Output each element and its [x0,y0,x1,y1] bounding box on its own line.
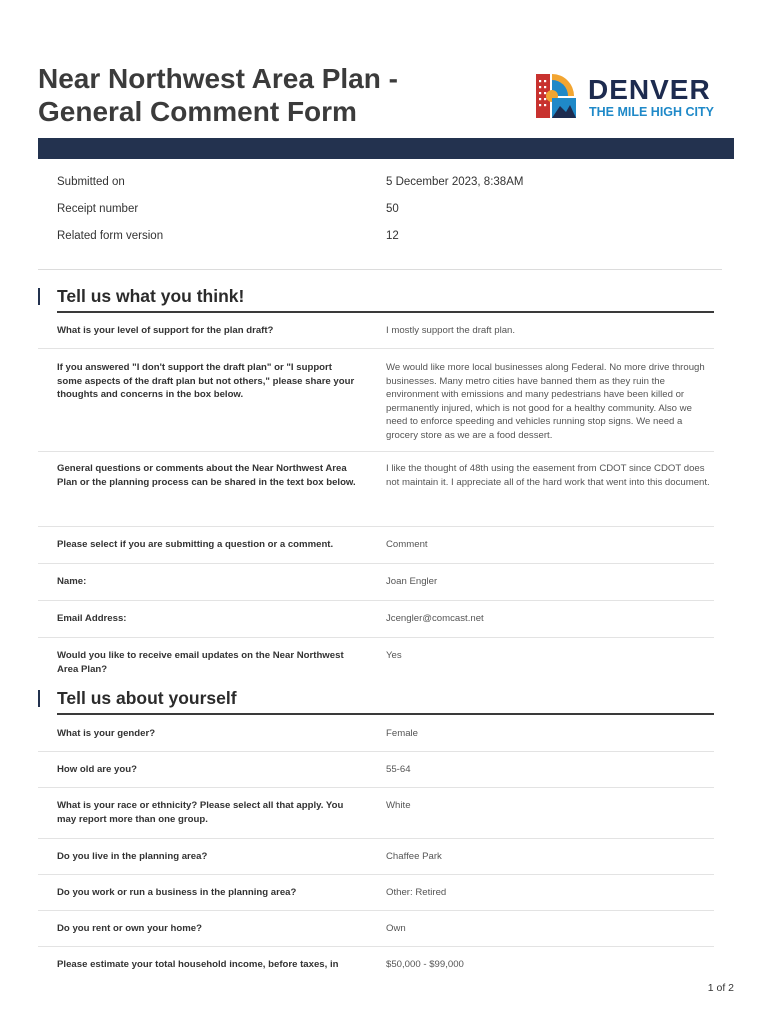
qa-row [38,601,714,638]
answer: I like the thought of 48th using the easement from CDOT since CDOT does not maintain it. I appreciate all of the hard work that went into this document. [386,463,710,488]
meta-divider [38,269,722,270]
submission-meta [38,170,722,251]
question: Please select if you are submitting a question or a comment. [57,539,334,550]
section-about-yourself [38,688,714,977]
answer: 55-64 [386,764,411,775]
logo-wordmark: DENVER [588,74,711,105]
section-header [38,688,714,716]
meta-value: 12 [386,230,399,242]
meta-label: Submitted on [57,176,125,188]
meta-label: Related form version [57,230,164,242]
header-band [38,138,734,159]
answer: Jcengler@comcast.net [386,613,484,624]
meta-value: 50 [386,203,399,215]
question: Do you work or run a business in the planning area? [57,887,297,898]
answer: Own [386,923,406,934]
section-header [38,286,714,314]
denver-logo [536,72,736,124]
question: Email Address: [57,613,127,624]
qa-row [38,947,714,977]
qa-row [38,564,714,601]
form-title: Near Northwest Area Plan - General Comment Form [38,63,398,127]
meta-row-version [38,224,722,251]
meta-row-submitted [38,170,722,197]
question: Would you like to receive email updates on the Near Northwest Area Plan? [57,650,344,675]
meta-value: 5 December 2023, 8:38AM [386,176,524,188]
answer: $50,000 - $99,000 [386,959,464,970]
section-rule [57,311,714,313]
answer: I mostly support the draft plan. [386,325,516,336]
question: Do you rent or own your home? [57,923,202,934]
qa-row [38,716,714,752]
page-number: 1 of 2 [707,982,734,994]
qa-row [38,349,714,452]
question: How old are you? [57,764,137,775]
answer: White [386,800,411,811]
question: General questions or comments about the Near Northwest Area Plan or the planning process can be shared in the text box below. [57,463,356,488]
qa-row [38,314,714,349]
answer: Chaffee Park [386,851,442,862]
section-marker [38,690,40,707]
section-marker [38,288,40,305]
meta-row-receipt [38,197,722,224]
qa-row [38,911,714,947]
question: If you answered "I don't support the draft plan" or "I support some aspects of the draft plan but not others," please share your thoughts and concerns in the box below. [57,362,355,400]
qa-row [38,752,714,788]
qa-row [38,527,714,564]
answer: Yes [386,650,402,661]
answer: Comment [386,539,428,550]
answer: Other: Retired [386,887,447,898]
question: Name: [57,576,87,587]
denver-logo-mark-icon [536,72,580,120]
meta-label: Receipt number [57,203,139,215]
question: What is your level of support for the plan draft? [57,325,274,336]
section-rule [57,713,714,715]
qa-row [38,638,714,684]
answer: Female [386,728,418,739]
qa-row [38,875,714,911]
question: Please estimate your total household income, before taxes, in [57,959,339,970]
answer: We would like more local businesses along Federal. No more drive through businesses. Many metro cities have banned them as they ruin the environment with emissions and many pedestrians have been killed or permanently injured, which is not good for a healthy community. Also we need to enforce speeding and vehicles running stop signs. We need a grocery store as we are a food dessert. [386,362,705,441]
question: What is your gender? [57,728,156,739]
section-title: Tell us what you think! [57,286,245,306]
question: Do you live in the planning area? [57,851,208,862]
section-opinion [38,286,714,684]
qa-row [38,788,714,839]
qa-row [38,839,714,875]
answer: Joan Engler [386,576,438,587]
qa-row [38,452,714,527]
question: What is your race or ethnicity? Please select all that apply. You may report more than one group. [57,800,344,825]
logo-tagline: THE MILE HIGH CITY [589,105,714,119]
section-title: Tell us about yourself [57,688,237,708]
